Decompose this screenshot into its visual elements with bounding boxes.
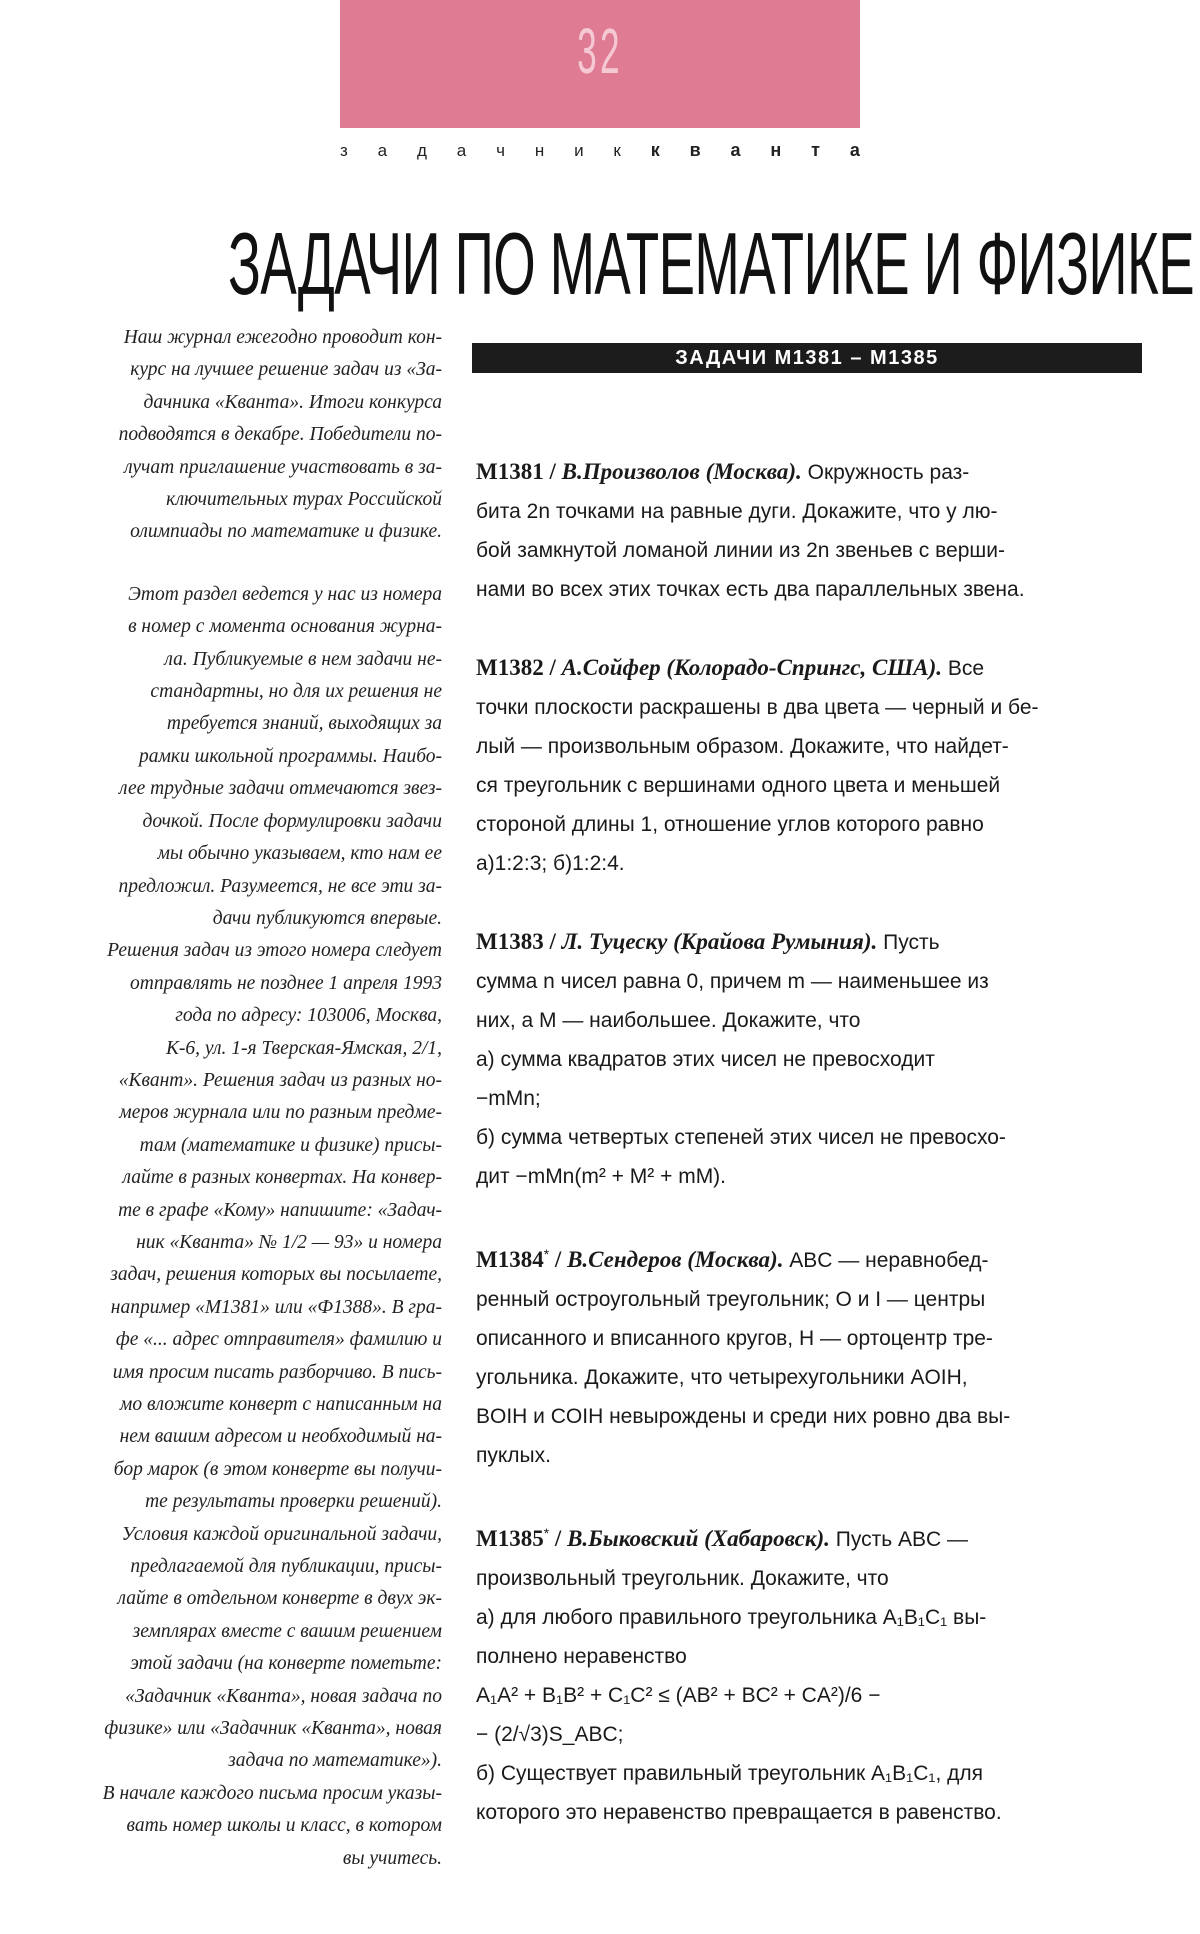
problem-text: них, а M — наибольшее. Докажите, что	[476, 1009, 861, 1032]
problem-text: ся треугольник с вершинами одного цвета и меньшей	[476, 774, 1001, 797]
page-title: ЗАДАЧИ ПО МАТЕМАТИКЕ И ФИЗИКЕ	[228, 214, 1194, 313]
sidebar-line: например «М1381» или «Ф1388». В гра-	[110, 1296, 442, 1318]
problem-id: М1384	[476, 1247, 544, 1272]
problem-text: которого это неравенство превращается в равенство.	[476, 1801, 1002, 1824]
problem-text: бой замкнутой ломаной линии из 2n звеньев с верши-	[476, 539, 1005, 562]
rubric-letter-bold: н	[770, 140, 782, 160]
problem-text: ABC — неравнобед-	[789, 1249, 989, 1272]
sidebar-line: Этот раздел ведется у нас из номера	[128, 583, 442, 605]
sidebar-line: ла. Публикуемые в нем задачи не-	[164, 648, 442, 670]
sidebar-line: ник «Кванта» № 1/2 — 93» и номера	[136, 1231, 442, 1253]
rubric-letter-bold: а	[730, 140, 741, 160]
problem-text: ренный остроугольный треугольник; O и I — центры	[476, 1288, 986, 1311]
rubric-letter: н	[534, 140, 545, 160]
sidebar-line: ключительных турах Российской	[166, 489, 442, 511]
sidebar-line: этой задачи (на конверте пометьте:	[130, 1653, 442, 1675]
sidebar-line: предложил. Разумеется, не все эти за-	[118, 875, 442, 897]
sidebar-line: фе «... адрес отправителя» фамилию и	[115, 1329, 442, 1351]
sidebar-line: лее трудные задачи отмечаются звез-	[119, 778, 442, 800]
problem-text: точки плоскости раскрашены в два цвета — черный и бе-	[476, 696, 1039, 719]
rubric-letter-bold: т	[811, 140, 820, 160]
sidebar-line: лайте в разных конвертах. На конвер-	[122, 1167, 442, 1189]
sidebar-line: курс на лучшее решение задач из «За-	[130, 359, 442, 381]
rubric-letter: и	[574, 140, 584, 160]
sidebar-line: Решения задач из этого номера следует	[107, 940, 442, 962]
rubric-label	[340, 140, 860, 161]
sidebar-line: рамки школьной программы. Наибо-	[138, 745, 442, 767]
problem-id: М1385	[476, 1526, 544, 1551]
problem-item	[476, 648, 1146, 883]
sidebar-line: требуется знаний, выходящих за	[166, 713, 442, 735]
problem-text: пуклых.	[476, 1444, 551, 1467]
sidebar-line: нем вашим адресом и необходимый на-	[119, 1426, 442, 1448]
problem-item	[476, 452, 1146, 609]
problem-text: а) для любого правильного треугольника A₁B₁C₁ вы-	[476, 1606, 987, 1629]
sidebar-line: задач, решения которых вы посылаете,	[110, 1264, 442, 1286]
problem-author: Л. Туцеску (Крайова Румыния).	[561, 929, 878, 954]
sidebar-line: лайте в отдельном конверте в двух эк-	[117, 1588, 442, 1610]
problem-id: М1383	[476, 929, 544, 954]
sidebar-line: К-6, ул. 1-я Тверская-Ямская, 2/1,	[165, 1037, 442, 1059]
rubric-letter: а	[456, 140, 467, 160]
problem-text: Все	[947, 657, 985, 680]
sidebar-line: дачника «Кванта». Итоги конкурса	[143, 391, 442, 413]
sidebar-line: дачи публикуются впервые.	[212, 907, 442, 929]
sidebar-line: олимпиады по математике и физике.	[130, 521, 442, 543]
separator: /	[543, 459, 562, 484]
sidebar-line: дочкой. После формулировки задачи	[142, 810, 442, 832]
problem-text: A₁A² + B₁B² + C₁C² ≤ (AB² + BC² + CA²)/6 −	[476, 1684, 881, 1707]
difficulty-star: *	[543, 1246, 550, 1262]
sidebar-line: мы обычно указываем, кто нам ее	[157, 843, 442, 865]
sidebar-line: «Задачник «Кванта», новая задача по	[125, 1685, 442, 1707]
sidebar-line: там (математике и физике) присы-	[139, 1134, 442, 1156]
sidebar-line: в номер с момента основания журна-	[128, 616, 442, 638]
separator: /	[549, 1247, 568, 1272]
sidebar-line: вы учитесь.	[342, 1847, 442, 1869]
difficulty-star: *	[543, 1525, 550, 1541]
problem-text: сумма n чисел равна 0, причем m — наименьшее из	[476, 970, 989, 993]
sidebar-line: В начале каждого письма просим указы-	[102, 1782, 442, 1804]
sidebar-line: «Квант». Решения задач из разных но-	[118, 1069, 442, 1091]
rubric-letter: д	[416, 140, 427, 160]
sidebar-paragraph-contest	[42, 322, 442, 549]
sidebar-line: имя просим писать разборчиво. В пись-	[112, 1361, 442, 1383]
sidebar-line: те результаты проверки решений).	[145, 1491, 442, 1513]
problem-text: угольника. Докажите, что четырехугольники AOIH,	[476, 1366, 968, 1389]
problem-text: BOIH и COIH невырождены и среди них ровно два вы-	[476, 1405, 1011, 1428]
problem-text: − (2/√3)S_ABC;	[476, 1723, 624, 1746]
sidebar-line: отправлять не позднее 1 апреля 1993	[130, 972, 442, 994]
page-number: 32	[577, 15, 623, 87]
rubric-letter-bold: в	[689, 140, 701, 160]
problem-author: В.Быковский (Хабаровск).	[567, 1526, 830, 1551]
problem-heading-line	[476, 1235, 1146, 1280]
sidebar-line: земплярах вместе с вашим решением	[132, 1620, 442, 1642]
sidebar-paragraph-rules	[42, 579, 442, 1875]
sidebar-line: предлагаемой для публикации, присы-	[130, 1556, 442, 1578]
problem-text: полнено неравенство	[476, 1645, 687, 1668]
sidebar-line: меров журнала или по разным предме-	[119, 1102, 442, 1124]
sidebar-line: мо вложите конверт с написанным на	[119, 1394, 442, 1415]
problem-text: лый — произвольным образом. Докажите, что найдет-	[476, 735, 1009, 758]
problem-heading-line	[476, 452, 1146, 492]
sidebar-line: года по адресу: 103006, Москва,	[175, 1005, 442, 1027]
problem-author: А.Сойфер (Колорадо-Спрингс, США).	[561, 655, 942, 680]
problem-text: произвольный треугольник. Докажите, что	[476, 1567, 889, 1590]
sidebar-line: вать номер школы и класс, в котором	[126, 1815, 442, 1837]
rubric-letter-bold: к	[650, 140, 660, 160]
sidebar-line: бор марок (в этом конверте вы получи-	[113, 1458, 442, 1480]
problem-text: стороной длины 1, отношение углов которого равно	[476, 813, 984, 836]
problem-text: нами во всех этих точках есть два параллельных звена.	[476, 578, 1025, 601]
sidebar-line: задача по математике»).	[228, 1750, 442, 1772]
sidebar-line: физике» или «Задачник «Кванта», новая	[104, 1718, 442, 1740]
problem-text: б) сумма четвертых степеней этих чисел не превосхо-	[476, 1126, 1006, 1149]
rubric-letter: а	[377, 140, 388, 160]
problem-item	[476, 922, 1146, 1196]
problem-heading-line	[476, 1514, 1146, 1559]
problem-text: описанного и вписанного кругов, H — ортоцентр тре-	[476, 1327, 993, 1350]
problem-text: Пусть ABC —	[835, 1528, 969, 1551]
rubric-letter-bold: а	[849, 140, 860, 160]
sidebar-line: Условия каждой оригинальной задачи,	[121, 1523, 442, 1545]
problem-text: а) сумма квадратов этих чисел не превосходит	[476, 1048, 935, 1071]
rubric-letter: ч	[496, 140, 505, 160]
problem-id: М1382	[476, 655, 544, 680]
section-banner: ЗАДАЧИ М1381 – М1385	[472, 343, 1142, 373]
sidebar-line: стандартны, но для их решения не	[150, 681, 442, 703]
problem-author: В.Сендеров (Москва).	[567, 1247, 784, 1272]
sidebar-info	[42, 322, 442, 1875]
problem-text: бита 2n точками на равные дуги. Докажите, что у лю-	[476, 500, 998, 523]
problem-heading-line	[476, 648, 1146, 688]
problem-list	[476, 452, 1146, 1871]
problem-text: б) Существует правильный треугольник A₁B₁C₁, для	[476, 1762, 984, 1785]
sidebar-line: подводятся в декабре. Победители по-	[118, 424, 442, 446]
sidebar-line: те в графе «Кому» напишите: «Задач-	[118, 1199, 442, 1221]
problem-heading-line	[476, 922, 1146, 962]
problem-author: В.Произволов (Москва).	[561, 459, 802, 484]
problem-text: Пусть	[883, 931, 940, 954]
problem-text: а)1:2:3; б)1:2:4.	[476, 852, 625, 875]
problem-text: дит −mMn(m² + M² + mM).	[476, 1165, 727, 1188]
problem-id: М1381	[476, 459, 544, 484]
separator: /	[543, 655, 562, 680]
sidebar-line: Наш журнал ежегодно проводит кон-	[123, 327, 442, 348]
problem-text: −mMn;	[476, 1087, 541, 1110]
sidebar-line: лучат приглашение участвовать в за-	[124, 456, 442, 478]
separator: /	[549, 1526, 568, 1551]
rubric-letter: з	[340, 140, 348, 160]
problem-item	[476, 1514, 1146, 1832]
header-color-block	[340, 0, 860, 128]
rubric-letter: к	[613, 140, 621, 160]
problem-text: Окружность раз-	[807, 461, 970, 484]
problem-item	[476, 1235, 1146, 1475]
separator: /	[543, 929, 562, 954]
